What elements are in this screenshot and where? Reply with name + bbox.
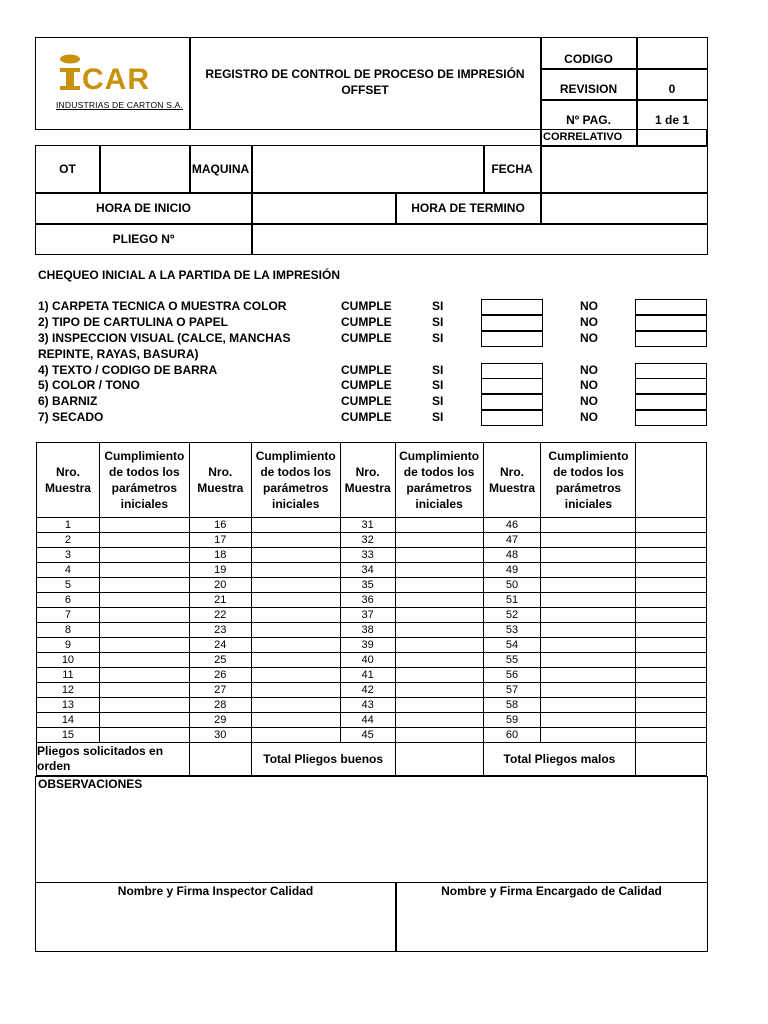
hora-inicio-label: HORA DE INICIO [96, 201, 191, 215]
sample-number: 1 [37, 518, 100, 533]
sample-number: 35 [340, 578, 395, 593]
sample-number: 32 [340, 533, 395, 548]
sample-compliance-field[interactable] [395, 713, 483, 728]
sample-compliance-field[interactable] [541, 593, 636, 608]
table-row [37, 593, 707, 608]
cumple-label: CUMPLE [341, 299, 392, 313]
pliego-field[interactable] [252, 224, 707, 254]
cumple-label: CUMPLE [341, 394, 392, 408]
table-row [37, 623, 707, 638]
table-row [37, 698, 707, 713]
sample-number: 14 [37, 713, 100, 728]
sample-compliance-field[interactable] [541, 728, 636, 743]
no-label: NO [580, 299, 598, 313]
sample-number: 18 [189, 548, 251, 563]
sample-compliance-field[interactable] [541, 518, 636, 533]
sample-number: 41 [340, 668, 395, 683]
si-checkbox[interactable] [481, 394, 543, 410]
sample-number: 33 [340, 548, 395, 563]
table-row [37, 548, 707, 563]
sample-number: 60 [483, 728, 541, 743]
sample-compliance-field[interactable] [251, 623, 340, 638]
blank-cell [636, 548, 707, 563]
sample-number: 54 [483, 638, 541, 653]
sample-number: 17 [189, 533, 251, 548]
sample-number: 21 [189, 593, 251, 608]
company-logo [56, 52, 184, 112]
no-label: NO [580, 410, 598, 424]
sample-number: 42 [340, 683, 395, 698]
sample-number: 37 [340, 608, 395, 623]
sample-compliance-field[interactable] [395, 623, 483, 638]
table-row [37, 728, 707, 743]
blank-cell [636, 578, 707, 593]
sample-compliance-field[interactable] [251, 653, 340, 668]
sample-number: 45 [340, 728, 395, 743]
sample-compliance-field[interactable] [541, 668, 636, 683]
check-item-3-cont: REPINTE, RAYAS, BASURA) [38, 347, 199, 361]
sample-compliance-field[interactable] [99, 653, 189, 668]
sample-number: 7 [37, 608, 100, 623]
si-label: SI [432, 378, 444, 392]
no-checkbox[interactable] [635, 410, 707, 426]
sample-number: 52 [483, 608, 541, 623]
sample-compliance-field[interactable] [541, 638, 636, 653]
logo-subtitle: INDUSTRIAS DE CARTON S.A. [56, 100, 184, 110]
sample-number: 44 [340, 713, 395, 728]
no-checkbox[interactable] [635, 378, 707, 394]
blank-cell [636, 518, 707, 533]
firma-encargado-field[interactable] [396, 900, 707, 951]
sample-number: 55 [483, 653, 541, 668]
sample-number: 39 [340, 638, 395, 653]
header-divider-1 [189, 37, 191, 130]
si-checkbox[interactable] [481, 299, 543, 315]
sample-compliance-field[interactable] [541, 548, 636, 563]
sample-compliance-field[interactable] [99, 593, 189, 608]
sample-compliance-field[interactable] [541, 563, 636, 578]
sample-compliance-field[interactable] [251, 608, 340, 623]
blank-cell [636, 683, 707, 698]
sample-compliance-field[interactable] [395, 668, 483, 683]
sample-compliance-field[interactable] [251, 638, 340, 653]
si-checkbox[interactable] [481, 410, 543, 426]
sample-compliance-field[interactable] [395, 638, 483, 653]
sample-compliance-field[interactable] [99, 668, 189, 683]
si-checkbox[interactable] [481, 363, 543, 379]
sample-compliance-field[interactable] [541, 713, 636, 728]
sample-compliance-field[interactable] [395, 728, 483, 743]
sample-number: 15 [37, 728, 100, 743]
blank-cell [636, 608, 707, 623]
firma-inspector-label: Nombre y Firma Inspector Calidad [117, 884, 314, 898]
observaciones-box[interactable] [35, 776, 708, 883]
total-buenos-field[interactable] [395, 743, 483, 776]
no-checkbox[interactable] [635, 299, 707, 315]
table-row [37, 683, 707, 698]
table-row [37, 653, 707, 668]
checklist-title: CHEQUEO INICIAL A LA PARTIDA DE LA IMPRESIÓN [38, 268, 341, 282]
samples-table [36, 442, 707, 776]
revision-value: 0 [668, 82, 676, 96]
no-label: NO [580, 363, 598, 377]
blank-cell [636, 593, 707, 608]
si-label: SI [432, 394, 444, 408]
blank-cell [636, 653, 707, 668]
sample-compliance-field[interactable] [99, 638, 189, 653]
sample-compliance-field[interactable] [251, 578, 340, 593]
sample-compliance-field[interactable] [395, 518, 483, 533]
revision-label: REVISION [559, 82, 618, 96]
maquina-field[interactable] [252, 146, 483, 192]
sample-number: 58 [483, 698, 541, 713]
sample-compliance-field[interactable] [251, 533, 340, 548]
table-row [37, 668, 707, 683]
sample-number: 3 [37, 548, 100, 563]
blank-cell [636, 563, 707, 578]
check-item-5: 5) COLOR / TONO [38, 378, 140, 392]
sample-compliance-field[interactable] [99, 578, 189, 593]
total-malos-field[interactable] [636, 743, 707, 776]
correlativo-label: CORRELATIVO [543, 131, 623, 143]
sample-compliance-field[interactable] [251, 668, 340, 683]
sample-number: 26 [189, 668, 251, 683]
sample-number: 22 [189, 608, 251, 623]
si-label: SI [432, 363, 444, 377]
si-label: SI [432, 410, 444, 424]
table-row [37, 638, 707, 653]
sample-number: 8 [37, 623, 100, 638]
sample-number: 6 [37, 593, 100, 608]
total-malos-label: Total Pliegos malos [483, 743, 636, 776]
sample-compliance-field[interactable] [541, 623, 636, 638]
sample-number: 50 [483, 578, 541, 593]
sample-number: 46 [483, 518, 541, 533]
check-item-2: 2) TIPO DE CARTULINA O PAPEL [38, 315, 229, 329]
sample-number: 30 [189, 728, 251, 743]
page-title: REGISTRO DE CONTROL DE PROCESO DE IMPRESIÓN OFFSET [205, 67, 525, 97]
sample-number: 13 [37, 698, 100, 713]
check-item-1: 1) CARPETA TECNICA O MUESTRA COLOR [38, 299, 287, 313]
cumple-label: CUMPLE [341, 315, 392, 329]
cumple-label: CUMPLE [341, 410, 392, 424]
sample-number: 48 [483, 548, 541, 563]
sample-number: 12 [37, 683, 100, 698]
sample-compliance-field[interactable] [99, 623, 189, 638]
sample-compliance-field[interactable] [99, 548, 189, 563]
sample-number: 38 [340, 623, 395, 638]
no-label: NO [580, 394, 598, 408]
table-footer-row [37, 743, 707, 776]
sample-number: 5 [37, 578, 100, 593]
sample-number: 49 [483, 563, 541, 578]
sample-compliance-field[interactable] [541, 578, 636, 593]
header-cumplimiento: Cumplimiento de todos los parámetros iniciales [541, 443, 636, 518]
sample-compliance-field[interactable] [395, 608, 483, 623]
blank-cell [636, 623, 707, 638]
sample-number: 24 [189, 638, 251, 653]
fecha-field[interactable] [541, 146, 707, 192]
no-checkbox[interactable] [635, 394, 707, 410]
si-label: SI [432, 315, 444, 329]
pag-value: 1 de 1 [654, 113, 690, 127]
sample-number: 56 [483, 668, 541, 683]
blank-cell [636, 533, 707, 548]
hora-termino-field[interactable] [541, 193, 707, 223]
sample-compliance-field[interactable] [99, 533, 189, 548]
sample-number: 20 [189, 578, 251, 593]
sample-number: 31 [340, 518, 395, 533]
sample-number: 28 [189, 698, 251, 713]
check-item-3: 3) INSPECCION VISUAL (CALCE, MANCHAS [38, 331, 291, 345]
sample-number: 53 [483, 623, 541, 638]
sample-compliance-field[interactable] [99, 518, 189, 533]
sample-number: 36 [340, 593, 395, 608]
sample-number: 11 [37, 668, 100, 683]
pliegos-solicitados-field[interactable] [189, 743, 251, 776]
table-row [37, 533, 707, 548]
no-label: NO [580, 331, 598, 345]
ot-field[interactable] [100, 146, 189, 192]
blank-cell [636, 638, 707, 653]
logo-mark-icon [56, 52, 176, 96]
no-label: NO [580, 315, 598, 329]
svg-text:CAR: CAR [82, 63, 150, 96]
table-row [37, 518, 707, 533]
sample-compliance-field[interactable] [251, 593, 340, 608]
no-checkbox[interactable] [635, 315, 707, 331]
sample-compliance-field[interactable] [395, 593, 483, 608]
check-item-4: 4) TEXTO / CODIGO DE BARRA [38, 363, 218, 377]
total-buenos-label: Total Pliegos buenos [251, 743, 395, 776]
sample-compliance-field[interactable] [251, 728, 340, 743]
no-checkbox[interactable] [635, 363, 707, 379]
sample-compliance-field[interactable] [541, 533, 636, 548]
sample-number: 57 [483, 683, 541, 698]
sample-compliance-field[interactable] [251, 548, 340, 563]
hora-termino-label: HORA DE TERMINO [411, 201, 525, 215]
firma-encargado-label: Nombre y Firma Encargado de Calidad [441, 884, 662, 898]
header-nro-muestra: Nro. Muestra [37, 443, 100, 518]
si-label: SI [432, 299, 444, 313]
cumple-label: CUMPLE [341, 378, 392, 392]
sample-compliance-field[interactable] [395, 533, 483, 548]
hora-inicio-field[interactable] [252, 193, 395, 223]
sample-compliance-field[interactable] [541, 653, 636, 668]
sample-number: 9 [37, 638, 100, 653]
blank-cell [636, 713, 707, 728]
si-checkbox[interactable] [481, 315, 543, 331]
sample-compliance-field[interactable] [395, 683, 483, 698]
sample-compliance-field[interactable] [395, 548, 483, 563]
sample-compliance-field[interactable] [395, 578, 483, 593]
sample-compliance-field[interactable] [99, 683, 189, 698]
sample-compliance-field[interactable] [99, 728, 189, 743]
sample-number: 34 [340, 563, 395, 578]
maquina-label: MAQUINA [191, 162, 250, 176]
pliegos-solicitados-label: Pliegos solicitados en orden [37, 743, 190, 776]
sample-number: 43 [340, 698, 395, 713]
table-row [37, 578, 707, 593]
sample-compliance-field[interactable] [251, 713, 340, 728]
sample-number: 16 [189, 518, 251, 533]
pag-label: Nº PAG. [566, 113, 611, 127]
sample-number: 47 [483, 533, 541, 548]
sample-compliance-field[interactable] [541, 683, 636, 698]
codigo-value[interactable] [637, 38, 707, 68]
sample-compliance-field[interactable] [395, 653, 483, 668]
sample-number: 23 [189, 623, 251, 638]
sample-number: 51 [483, 593, 541, 608]
header-cumplimiento: Cumplimiento de todos los parámetros iniciales [251, 443, 340, 518]
header-nro-muestra: Nro. Muestra [189, 443, 251, 518]
cumple-label: CUMPLE [341, 331, 392, 345]
firma-inspector-field[interactable] [36, 900, 395, 951]
table-row [37, 608, 707, 623]
sample-compliance-field[interactable] [251, 518, 340, 533]
sample-number: 29 [189, 713, 251, 728]
sample-compliance-field[interactable] [251, 698, 340, 713]
codigo-label: CODIGO [564, 52, 613, 66]
cumple-label: CUMPLE [341, 363, 392, 377]
si-label: SI [432, 331, 444, 345]
header-cumplimiento: Cumplimiento de todos los parámetros iniciales [99, 443, 189, 518]
ot-label: OT [59, 162, 76, 176]
table-row [37, 713, 707, 728]
pliego-label: PLIEGO Nº [112, 232, 175, 246]
sample-compliance-field[interactable] [99, 713, 189, 728]
sample-number: 10 [37, 653, 100, 668]
sample-compliance-field[interactable] [541, 608, 636, 623]
sample-number: 19 [189, 563, 251, 578]
sample-compliance-field[interactable] [541, 698, 636, 713]
sample-number: 2 [37, 533, 100, 548]
sample-number: 59 [483, 713, 541, 728]
sample-number: 27 [189, 683, 251, 698]
si-checkbox[interactable] [481, 378, 543, 394]
sample-compliance-field[interactable] [251, 563, 340, 578]
fecha-label: FECHA [491, 162, 533, 176]
sample-compliance-field[interactable] [99, 608, 189, 623]
blank-cell [636, 668, 707, 683]
table-header-row [37, 443, 707, 518]
blank-cell [636, 728, 707, 743]
si-checkbox[interactable] [481, 331, 543, 347]
observaciones-label: OBSERVACIONES [38, 777, 143, 791]
no-checkbox[interactable] [635, 331, 707, 347]
sample-compliance-field[interactable] [99, 563, 189, 578]
no-label: NO [580, 378, 598, 392]
header-nro-muestra: Nro. Muestra [340, 443, 395, 518]
check-item-6: 6) BARNIZ [38, 394, 98, 408]
header-cumplimiento: Cumplimiento de todos los parámetros iniciales [395, 443, 483, 518]
sample-compliance-field[interactable] [251, 683, 340, 698]
check-item-7: 7) SECADO [38, 410, 104, 424]
table-row [37, 563, 707, 578]
sample-compliance-field[interactable] [99, 698, 189, 713]
sample-compliance-field[interactable] [395, 698, 483, 713]
blank-cell [636, 698, 707, 713]
sample-number: 4 [37, 563, 100, 578]
sample-compliance-field[interactable] [395, 563, 483, 578]
header-nro-muestra: Nro. Muestra [483, 443, 541, 518]
sample-number: 25 [189, 653, 251, 668]
sample-number: 40 [340, 653, 395, 668]
